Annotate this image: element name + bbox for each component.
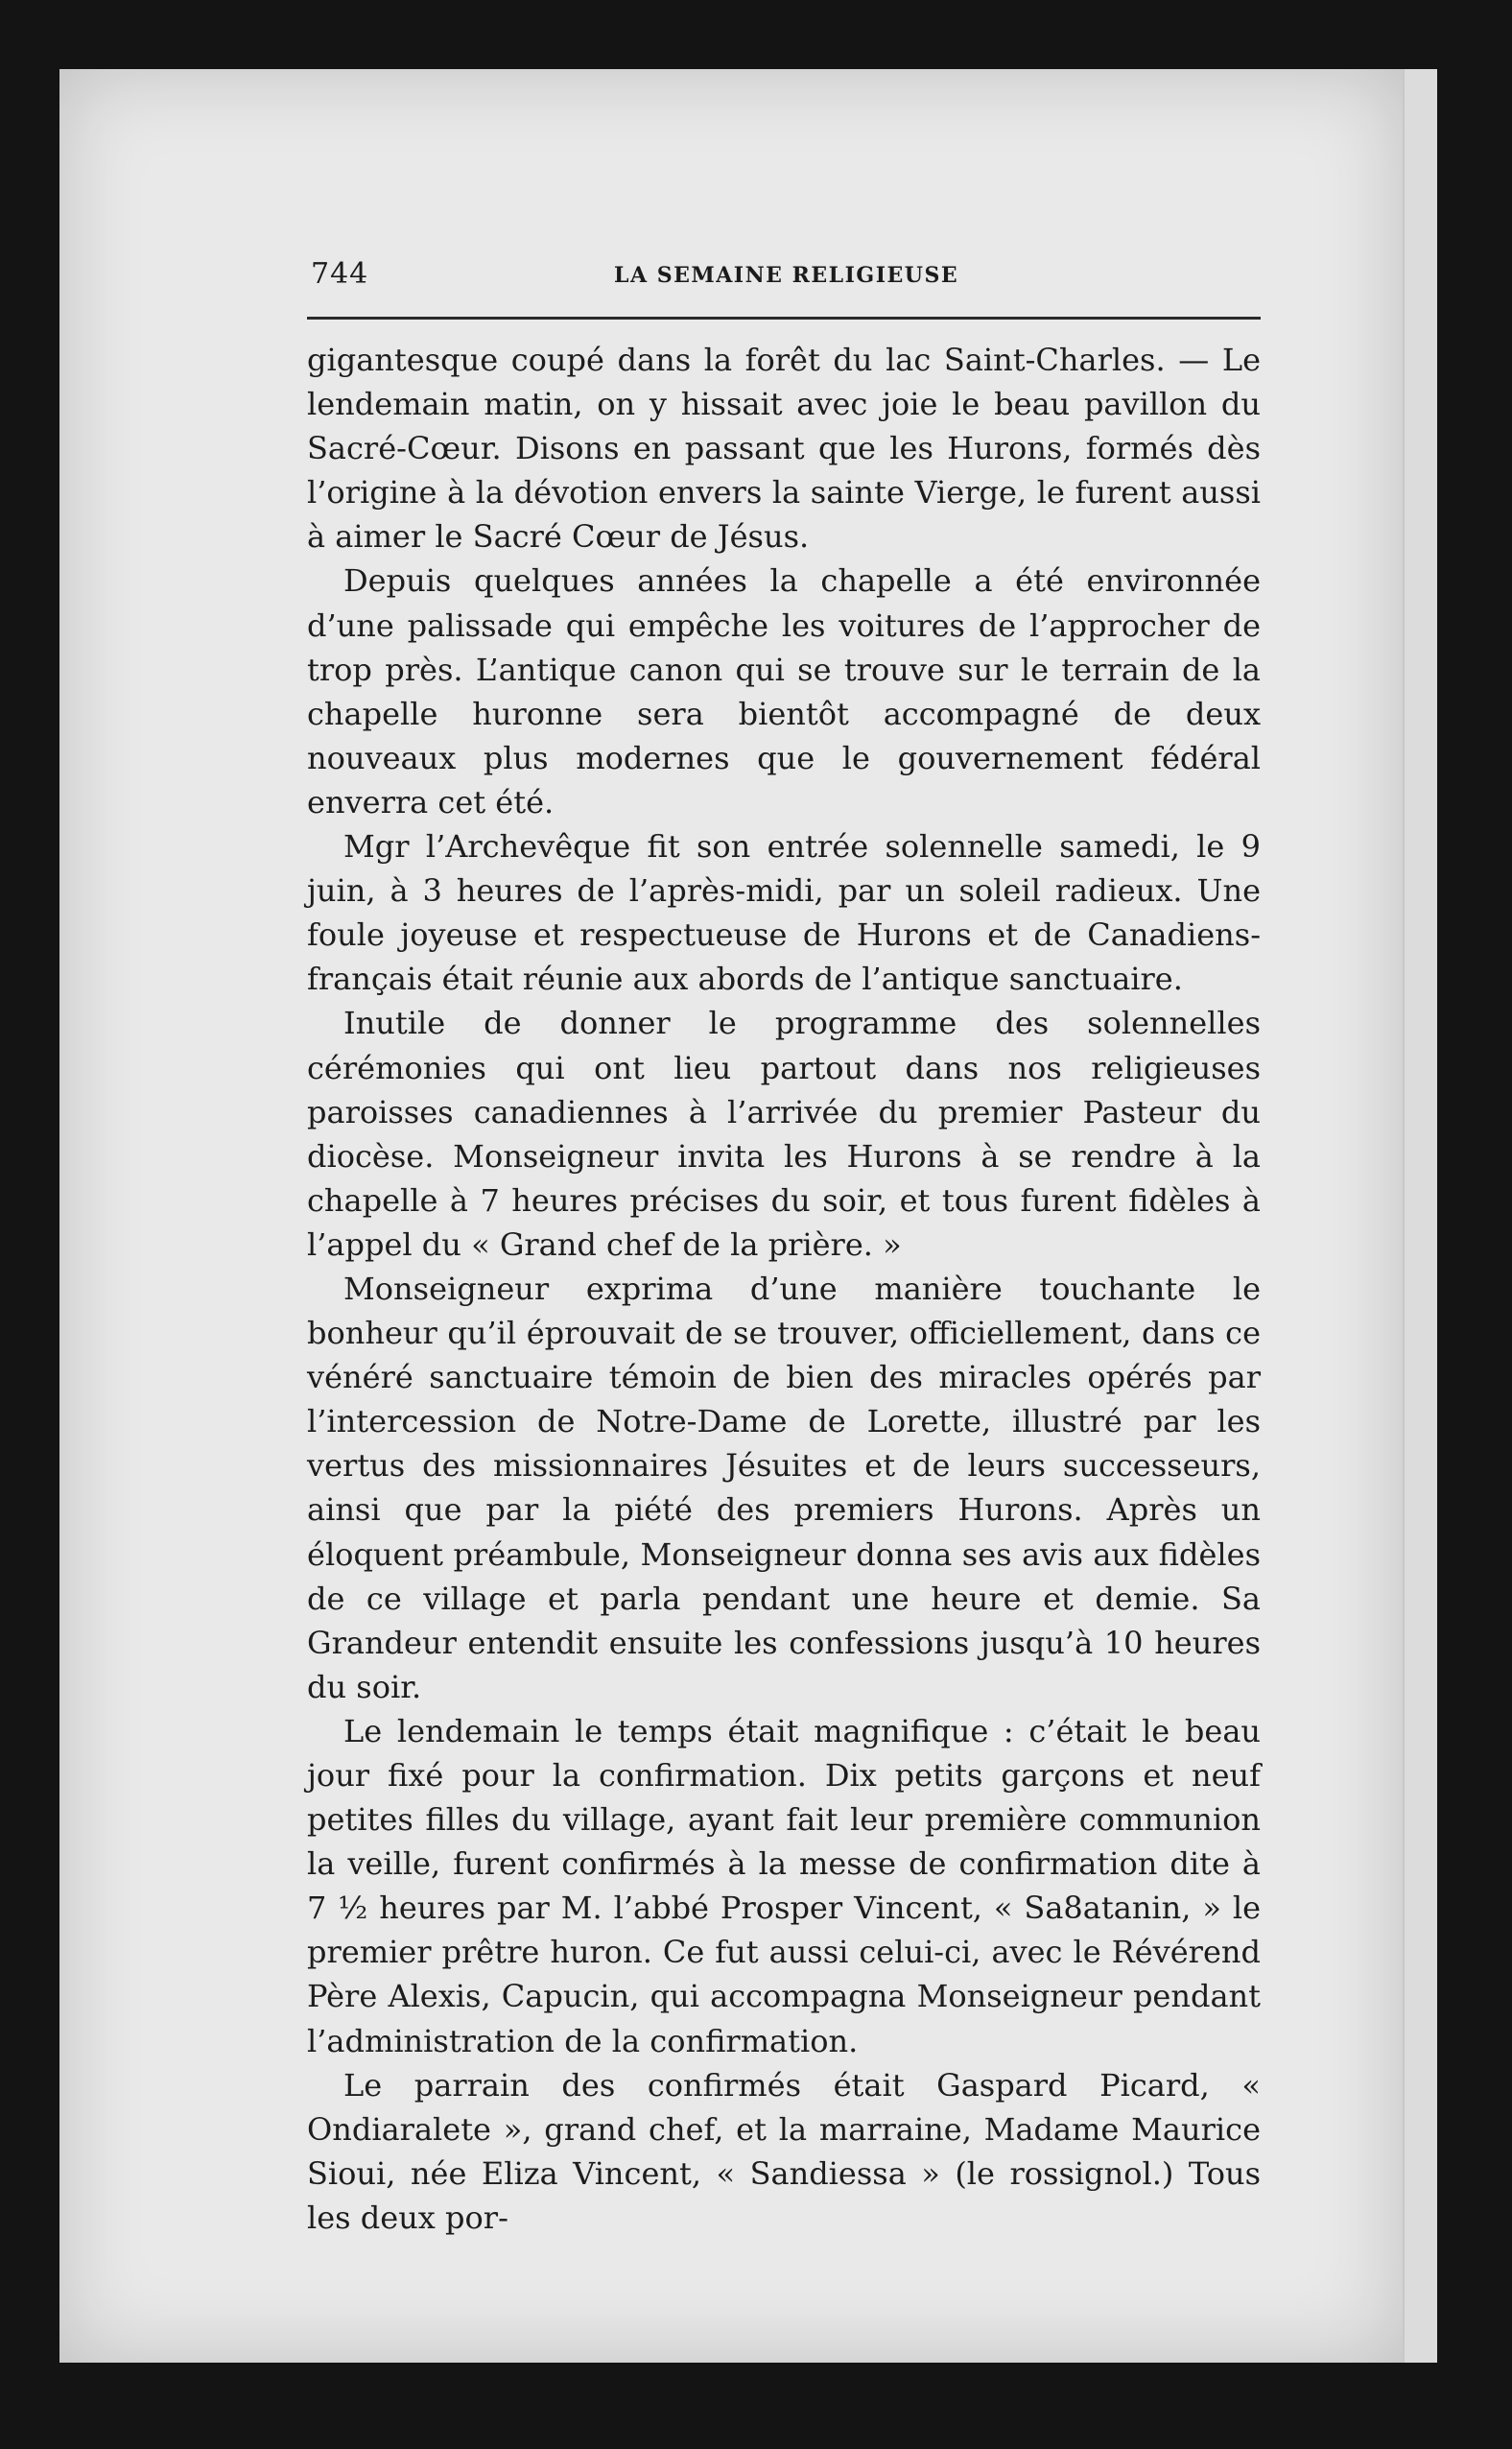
running-title: LA SEMAINE RELIGIEUSE: [614, 263, 959, 288]
paragraph-1: gigantesque coupé dans la forêt du lac Saint-Charles. — Le lendemain matin, on y hissait avec joie le beau pavillon du Sacré-Cœur. Disons en passant que les Hurons, formés dès l’origine à la dévotion envers la sainte Vierge, le furent aussi à aimer le Sacré Cœur de Jésus.: [307, 342, 1261, 556]
paragraph-3: Mgr l’Archevêque fit son entrée solennelle samedi, le 9 juin, à 3 heures de l’après-midi, par un soleil radieux. Une foule joyeuse et respectueuse de Hurons et de Canadiens-français était réunie aux abords de l’antique sanctuaire.: [307, 828, 1261, 998]
next-page-edge: [1403, 69, 1437, 2363]
body-text: [307, 338, 1261, 2240]
paragraph-6: Le lendemain le temps était magnifique : c’était le beau jour fixé pour la confirmation. Dix petits garçons et neuf petites filles du village, ayant fait leur première communion la veille, furent confirmés à la messe de confirmation dite à 7 ½ heures par M. l’abbé Prosper Vincent, « Sa8atanin, » le premier prêtre huron. Ce fut aussi celui-ci, avec le Révérend Père Alexis, Capucin, qui accompagna Monseigneur pendant l’administration de la confirmation.: [307, 1712, 1261, 2059]
paragraph-4: Inutile de donner le programme des solennelles cérémonies qui ont lieu partout dans nos religieuses paroisses canadiennes à l’arrivée du premier Pasteur du diocèse. Monseigneur invita les Hurons à se rendre à la chapelle à 7 heures précises du soir, et tous furent fidèles à l’appel du « Grand chef de la prière. »: [307, 1005, 1261, 1263]
page-number: 744: [311, 257, 369, 291]
paragraph-2: Depuis quelques années la chapelle a été environnée d’une palissade qui empêche les voitures de l’approcher de trop près. L’antique canon qui se trouve sur le terrain de la chapelle huronne sera bientôt accompagné de deux nouveaux plus modernes que le gouvernement fédéral enverra cet été.: [307, 562, 1261, 820]
paragraph-7: Le parrain des confirmés était Gaspard Picard, « Ondiaralete », grand chef, et la marraine, Madame Maurice Sioui, née Eliza Vincent, « Sandiessa » (le rossignol.) Tous les deux por-: [307, 2066, 1261, 2236]
paragraph-5: Monseigneur exprima d’une manière touchante le bonheur qu’il éprouvait de se trouver, officiellement, dans ce vénéré sanctuaire témoin de bien des miracles opérés par l’intercession de Notre-Dame de Lorette, illustré par les vertus des missionnaires Jésuites et de leurs successeurs, ainsi que par la piété des premiers Hurons. Après un éloquent préambule, Monseigneur donna ses avis aux fidèles de ce village et parla pendant une heure et demie. Sa Grandeur entendit ensuite les confessions jusqu’à 10 heures du soir.: [307, 1270, 1261, 1705]
page-header: [249, 257, 1261, 305]
header-rule: [307, 317, 1261, 320]
